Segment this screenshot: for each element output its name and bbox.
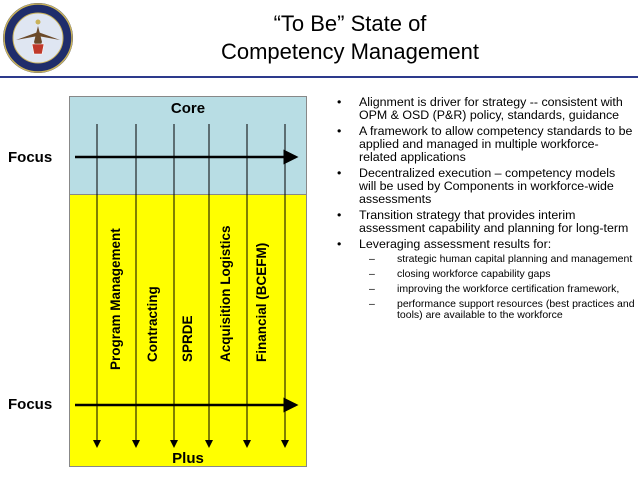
core-label: Core: [170, 100, 206, 117]
sub-bullet-item: – improving the workforce certification framework,: [369, 283, 620, 295]
column-label-contracting: Contracting: [145, 286, 160, 362]
bullet-text: Decentralized execution – competency models will be used by Components in workforce-wide assessments: [359, 166, 616, 206]
bullet-text: Leveraging assessment results for:: [359, 237, 552, 251]
plus-label: Plus: [172, 450, 204, 467]
sub-bullet-text: closing workforce capability gaps: [397, 268, 551, 280]
sub-bullet-item: – closing workforce capability gaps: [369, 268, 551, 280]
bullet-list: [335, 96, 635, 325]
bullet-item: • Transition strategy that provides interim assessment capability and planning for long-term: [337, 208, 629, 235]
slide-title-line-2: Competency Management: [220, 39, 480, 64]
column-label-acquisition-logistics: Acquisition Logistics: [218, 225, 233, 362]
focus-label-bottom: Focus: [8, 396, 53, 413]
bullet-text: A framework to allow competency standards to be applied and managed in multiple workforce-related applications: [359, 124, 633, 164]
slide-title-line-1: “To Be” State of: [273, 11, 427, 36]
bullet-text: Alignment is driver for strategy -- consistent with OPM & OSD (P&R) policy, standards, guidance: [359, 95, 623, 122]
bullet-item: • Alignment is driver for strategy -- consistent with OPM & OSD (P&R) policy, standards, guidance: [337, 95, 623, 122]
sub-bullet-text: improving the workforce certification framework,: [397, 283, 620, 295]
column-label-program-management: Program Management: [108, 228, 123, 370]
sub-bullet-text: strategic human capital planning and management: [397, 253, 633, 265]
sub-bullet-item: – strategic human capital planning and management: [369, 253, 633, 265]
sub-bullet-item: – performance support resources (best practices and tools) are available to the workforce: [369, 298, 635, 321]
bullet-item: • A framework to allow competency standards to be applied and managed in multiple workforce-related applications: [337, 124, 633, 164]
bullet-item: • Leveraging assessment results for:: [337, 237, 552, 251]
focus-label-top: Focus: [8, 149, 53, 166]
bullet-text: Transition strategy that provides interim assessment capability and planning for long-term: [359, 208, 629, 235]
column-label-financial-bcefm: Financial (BCEFM): [254, 242, 269, 362]
sub-bullet-text: performance support resources (best practices and tools) are available to the workforce: [397, 298, 635, 321]
column-label-sprde: SPRDE: [180, 315, 195, 362]
bullet-item: • Decentralized execution – competency models will be used by Components in workforce-wide assessments: [337, 166, 616, 206]
